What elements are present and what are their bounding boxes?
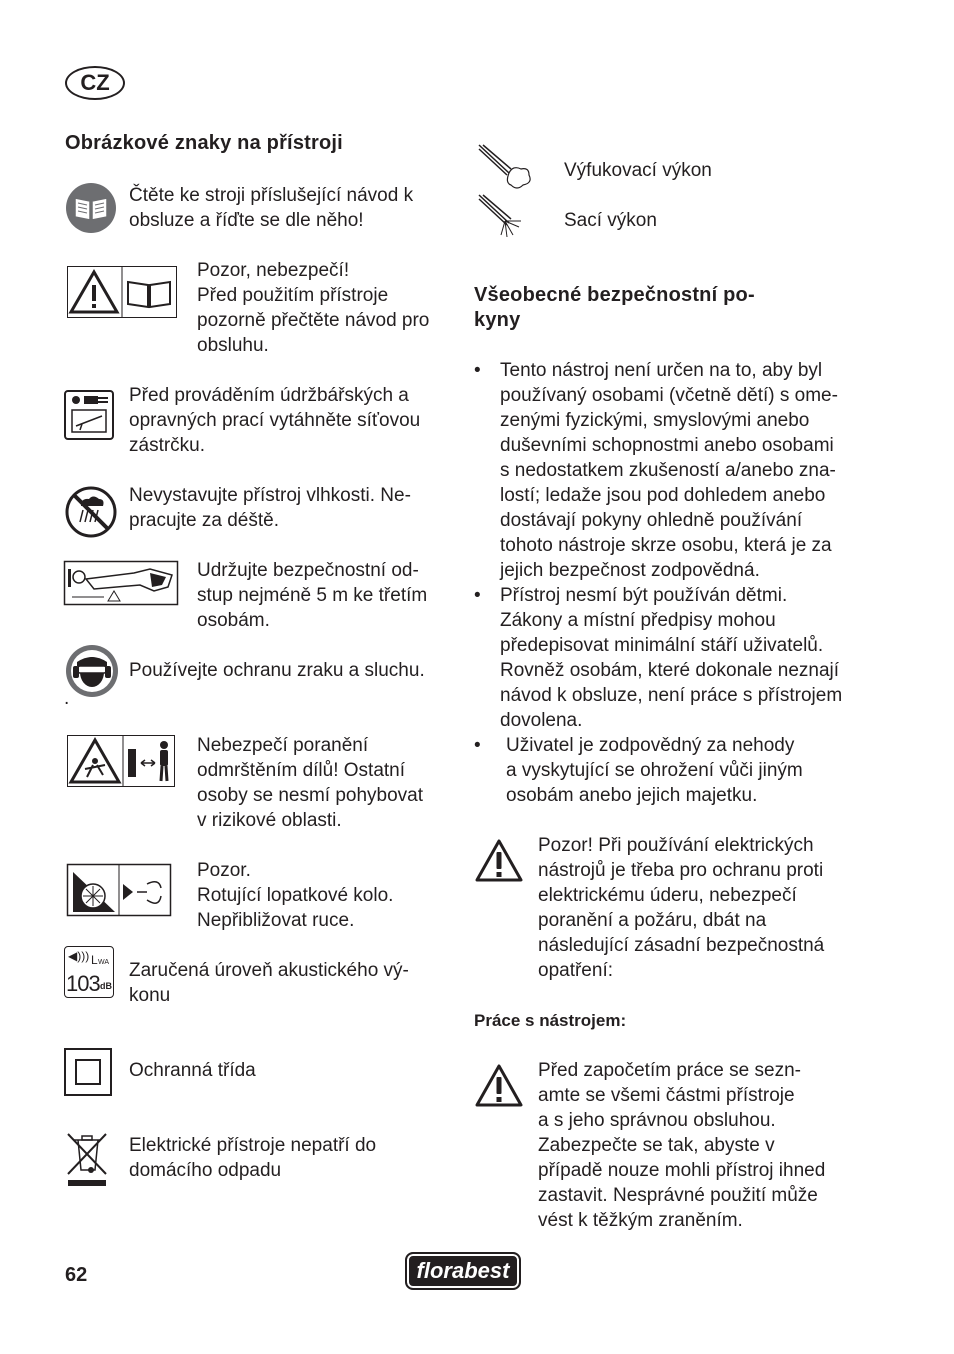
lwa-sub-label: WA: [98, 959, 110, 966]
protection-class-icon: [64, 1048, 112, 1096]
sound-level-icon: [64, 946, 114, 998]
no-rain-icon: [65, 486, 117, 538]
language-badge: CZ: [65, 66, 125, 100]
warning-text-1: Pozor! Při používání elektrických nástrojů je třeba pro ochranu proti elektrickému úderu, nebezpečí poranění a požáru, dbát na následující zásadní bezpečnostná opatření:: [538, 835, 825, 981]
stray-dot: .: [64, 688, 70, 709]
warning-triangle-icon: [475, 838, 523, 882]
distance-icon: [64, 561, 178, 605]
warning-triangle-icon: [475, 1063, 523, 1107]
suction-power-label: Sací výkon: [564, 210, 657, 231]
rotating-fan-icon: [67, 864, 171, 916]
symbol-text-unplug: Před prováděním údržbářských a opravných prací vytáhněte síťovou zástrčku.: [129, 385, 421, 456]
sound-value: 103: [66, 971, 100, 996]
symbol-text-sound-level: Zaručená úroveň akustického vý- konu: [129, 960, 409, 1006]
symbol-text-rotating-fan: Pozor. Rotující lopatkové kolo. Nepřibližovat ruce.: [197, 860, 394, 931]
lwa-label: L: [91, 953, 98, 967]
sound-unit: dB: [100, 981, 112, 991]
brand-logo: florabest: [405, 1252, 521, 1290]
symbol-text-eye-ear: Používejte ochranu zraku a sluchu.: [129, 660, 425, 681]
bullet-mark: •: [474, 360, 481, 381]
read-manual-icon: [65, 182, 117, 234]
weee-bin-icon: [64, 1130, 110, 1188]
warning-manual-icon: [67, 266, 177, 318]
section-title-symbols: Obrázkové znaky na přístroji: [65, 132, 343, 154]
page-number: 62: [65, 1264, 88, 1286]
bullet-text: Uživatel je zodpovědný za nehody a vyskytující se ohrožení vůči jiným osobám anebo jejich majetku.: [506, 735, 803, 806]
unplug-icon: [64, 390, 114, 440]
section-title-safety: Všeobecné bezpečnostní po- kyny: [474, 284, 755, 331]
symbol-text-distance: Udržujte bezpečnostní od- stup nejméně 5 m ke třetím osobám.: [197, 560, 428, 631]
suction-power-icon: [477, 193, 523, 239]
blow-power-icon: [477, 143, 533, 191]
symbol-text-weee: Elektrické přístroje nepatří do domácího odpadu: [129, 1135, 377, 1181]
symbol-text-no-rain: Nevystavujte přístroj vlhkosti. Ne- pracujte za déště.: [129, 485, 411, 531]
warning-text-2: Před započetím práce se sezn- amte se všemi částmi přístroje a s jeho správnou obsluhou. Zabezpečte se tak, abyste v případě nouze mohli přístroj ihned zastavit. Nesprávné použití může vést k těžkým zraněním.: [538, 1060, 826, 1231]
symbol-text-warning: Pozor, nebezpečí! Před použitím přístroje pozorně přečtěte návod pro obsluhu.: [197, 260, 430, 356]
bullet-text: Přístroj nesmí být používán dětmi. Zákony a místní předpisy mohou předepisovat minimální stáří uživatelů. Rovněž osobám, které dokonale neznají návod k obsluze, není práce s přístrojem dovolena.: [500, 585, 843, 731]
symbol-text-read-manual: Čtěte ke stroji příslušející návod k obsluze a říďte se dle něho!: [129, 185, 414, 231]
flying-parts-icon: [67, 735, 175, 787]
eye-ear-protection-icon: [65, 644, 119, 698]
bullet-mark: •: [474, 585, 481, 606]
bullet-text: Tento nástroj není určen na to, aby byl používaný osobami (včetně dětí) s ome- zenými fyzickými, smyslovými anebo duševními schopnostmi anebo osobami s nedostatkem zkušeností a/anebo zna- lostí; ledaže jsou pod dohledem anebo dostávají pokyny ohledně používání tohoto nástroje skrze osobu, která je za jejich bezpečnost zodpovědná.: [500, 360, 838, 581]
symbol-text-flying-parts: Nebezpečí poranění odmrštěním dílů! Ostatní osoby se nesmí pohybovat v rizikové oblasti.: [197, 735, 424, 831]
symbol-text-protection-class: Ochranná třída: [129, 1060, 256, 1081]
speaker-icon: ◀))): [68, 949, 90, 963]
blow-power-label: Výfukovací výkon: [564, 160, 712, 181]
bullet-mark: •: [474, 735, 481, 756]
subheading-work: Práce s nástrojem:: [474, 1011, 627, 1030]
